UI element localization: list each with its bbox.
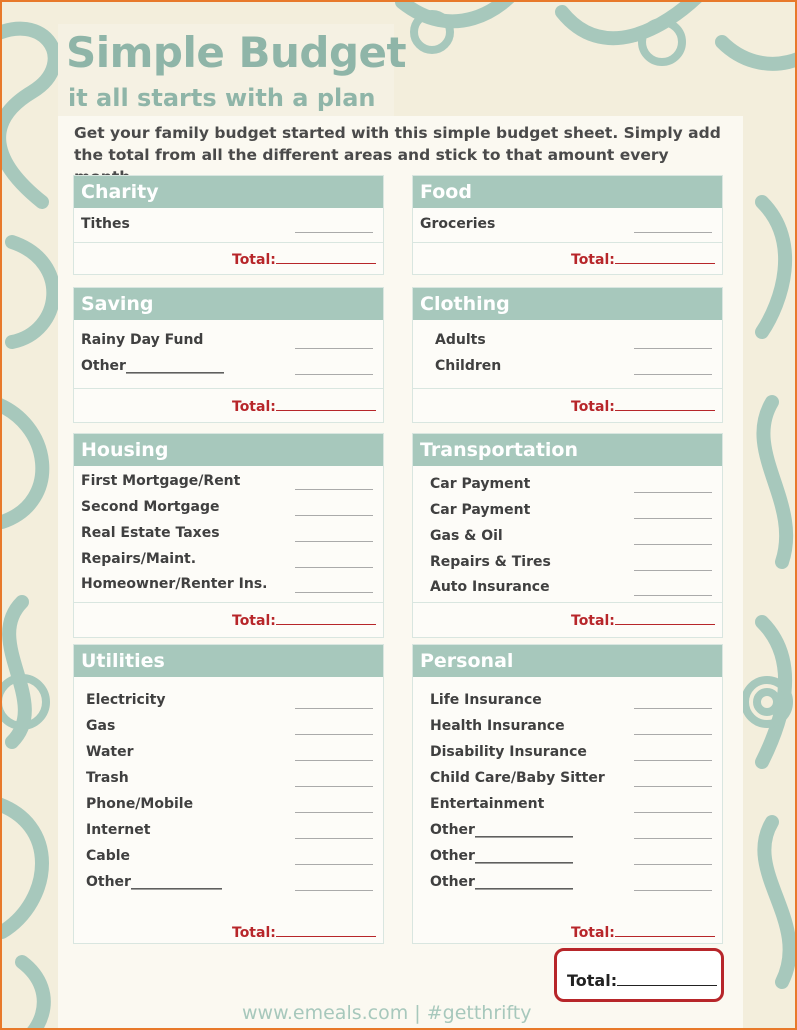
amount-field[interactable] — [295, 812, 373, 813]
section-clothing — [412, 287, 723, 423]
page-subtitle: it all starts with a plan — [68, 84, 376, 112]
line-item: Groceries — [420, 216, 496, 232]
total-label: Total: — [232, 925, 276, 941]
section-personal — [412, 644, 723, 944]
line-item: Phone/Mobile — [86, 796, 194, 812]
total-label: Total: — [232, 613, 276, 629]
amount-field[interactable] — [634, 890, 712, 891]
divider — [74, 242, 383, 243]
footer-url[interactable]: www.emeals.com | #getthrifty — [242, 1002, 532, 1024]
section-title: Saving — [74, 288, 383, 320]
total-label: Total: — [232, 399, 276, 415]
line-item[interactable]: Other______________ — [430, 822, 573, 838]
section-total[interactable] — [232, 925, 376, 941]
amount-field[interactable] — [295, 348, 373, 349]
section-total[interactable] — [232, 399, 376, 415]
section-charity — [73, 175, 384, 275]
section-transportation — [412, 433, 723, 638]
line-item: Real Estate Taxes — [81, 525, 220, 541]
line-item: Gas & Oil — [430, 528, 503, 544]
grand-total-label: Total: — [567, 971, 618, 990]
section-total[interactable] — [571, 252, 715, 268]
section-title: Transportation — [413, 434, 722, 466]
amount-field[interactable] — [634, 492, 712, 493]
line-item: Cable — [86, 848, 131, 864]
line-item[interactable]: Other______________ — [430, 848, 573, 864]
amount-field[interactable] — [634, 595, 712, 596]
page-title: Simple Budget — [66, 28, 407, 77]
line-item: Water — [86, 744, 134, 760]
line-item: Gas — [86, 718, 116, 734]
amount-field[interactable] — [295, 541, 373, 542]
line-item: Internet — [86, 822, 151, 838]
amount-field[interactable] — [295, 567, 373, 568]
amount-field[interactable] — [634, 232, 712, 233]
divider — [74, 388, 383, 389]
total-label: Total: — [571, 925, 615, 941]
amount-field[interactable] — [634, 786, 712, 787]
total-label: Total: — [571, 252, 615, 268]
total-label: Total: — [571, 613, 615, 629]
section-title: Personal — [413, 645, 722, 677]
divider — [413, 388, 722, 389]
section-total[interactable] — [232, 613, 376, 629]
line-item: Second Mortgage — [81, 499, 220, 515]
line-item: Repairs & Tires — [430, 554, 551, 570]
divider — [74, 602, 383, 603]
line-item: Tithes — [81, 216, 130, 232]
line-item: Repairs/Maint. — [81, 551, 197, 567]
line-item: Adults — [435, 332, 486, 348]
line-item: Child Care/Baby Sitter — [430, 770, 605, 786]
grand-total-box[interactable] — [554, 948, 724, 1002]
grand-total[interactable] — [567, 971, 717, 990]
amount-field[interactable] — [295, 890, 373, 891]
line-item[interactable]: Other______________ — [81, 358, 224, 374]
line-item: Entertainment — [430, 796, 545, 812]
amount-field[interactable] — [295, 374, 373, 375]
section-utilities — [73, 644, 384, 944]
line-item: Life Insurance — [430, 692, 542, 708]
total-label: Total: — [232, 252, 276, 268]
line-item: Auto Insurance — [430, 579, 550, 595]
section-saving — [73, 287, 384, 423]
amount-field[interactable] — [634, 374, 712, 375]
amount-field[interactable] — [295, 489, 373, 490]
divider — [413, 602, 722, 603]
section-total[interactable] — [571, 925, 715, 941]
amount-field[interactable] — [295, 838, 373, 839]
section-housing — [73, 433, 384, 638]
section-title: Clothing — [413, 288, 722, 320]
amount-field[interactable] — [634, 734, 712, 735]
section-title: Utilities — [74, 645, 383, 677]
amount-field[interactable] — [634, 570, 712, 571]
amount-field[interactable] — [295, 864, 373, 865]
line-item: Trash — [86, 770, 129, 786]
line-item: Rainy Day Fund — [81, 332, 204, 348]
line-item: Health Insurance — [430, 718, 565, 734]
amount-field[interactable] — [295, 760, 373, 761]
section-title: Food — [413, 176, 722, 208]
line-item: Children — [435, 358, 502, 374]
line-item: Car Payment — [430, 476, 531, 492]
line-item: Car Payment — [430, 502, 531, 518]
line-item: Disability Insurance — [430, 744, 587, 760]
amount-field[interactable] — [634, 760, 712, 761]
section-total[interactable] — [232, 252, 376, 268]
amount-field[interactable] — [634, 708, 712, 709]
amount-field[interactable] — [295, 734, 373, 735]
line-item[interactable]: Other______________ — [430, 874, 573, 890]
line-item: Electricity — [86, 692, 166, 708]
intro-text: Get your family budget started with this simple budget sheet. Simply add the total from all the different areas and stick to that amount every — [74, 124, 721, 164]
section-total[interactable] — [571, 399, 715, 415]
amount-field[interactable] — [295, 786, 373, 787]
line-item: Homeowner/Renter Ins. — [81, 576, 268, 592]
amount-field[interactable] — [295, 708, 373, 709]
section-food — [412, 175, 723, 275]
amount-field[interactable] — [295, 232, 373, 233]
divider — [413, 242, 722, 243]
section-title: Housing — [74, 434, 383, 466]
amount-field[interactable] — [634, 812, 712, 813]
total-label: Total: — [571, 399, 615, 415]
amount-field[interactable] — [634, 348, 712, 349]
line-item[interactable]: Other_____________ — [86, 874, 222, 890]
section-total[interactable] — [571, 613, 715, 629]
line-item: First Mortgage/Rent — [81, 473, 241, 489]
amount-field[interactable] — [634, 518, 712, 519]
amount-field[interactable] — [634, 838, 712, 839]
section-title: Charity — [74, 176, 383, 208]
amount-field[interactable] — [634, 864, 712, 865]
amount-field[interactable] — [295, 592, 373, 593]
amount-field[interactable] — [634, 544, 712, 545]
amount-field[interactable] — [295, 515, 373, 516]
